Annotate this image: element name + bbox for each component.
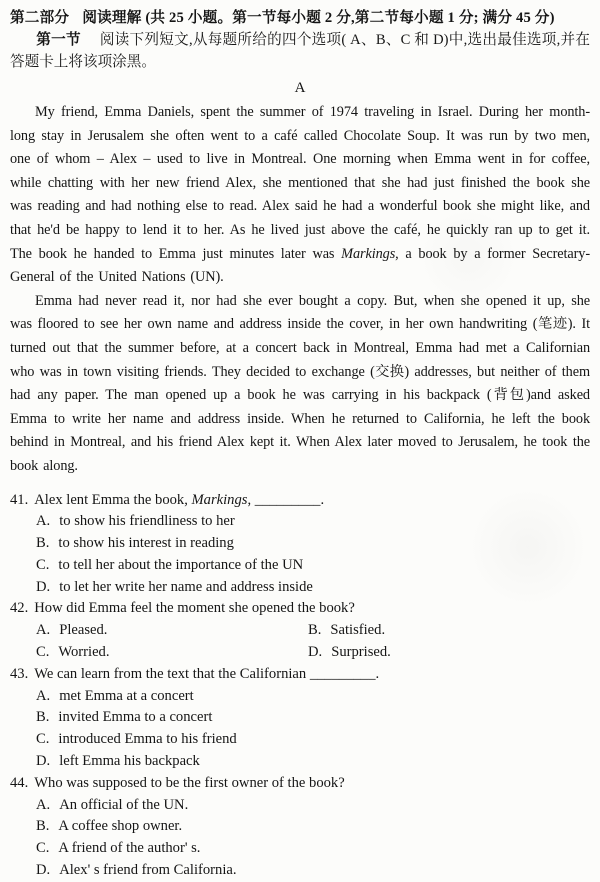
question-42-options	[10, 620, 590, 664]
question-42-option-d	[308, 642, 590, 664]
option-text: Satisfied.	[330, 622, 386, 639]
question-43-option-b	[36, 707, 590, 729]
question-43	[10, 664, 590, 773]
option-text: Alex' s friend from California.	[59, 862, 237, 879]
option-text: to tell her about the importance of the UN	[58, 556, 304, 573]
question-41-option-d	[36, 577, 590, 599]
option-text: to let her write her name and address inside	[59, 578, 313, 595]
question-41-stem-end: , _________.	[247, 491, 325, 508]
questions-section	[10, 490, 590, 882]
passage-label-a: A	[294, 80, 306, 96]
paragraph-1-text-start: My friend, Emma Daniels, spent the summer of 1974 traveling in Israel. During her month-long stay in Jerusalem she often went to a café called Chocolate Soup. It was run by two men, one of whom – Alex – used to live in Montreal. One morning when Emma went in for coffee, while chatting with her new friend Alex, she mentioned that she had just finished the book she was reading and had nothing else to read. Alex said he had a wonderful book she might like, and that he'd be happy to lend it to her. As he lived just above the café, he quickly ran up to get it. The book he handed to Emma just minutes later was	[10, 104, 590, 262]
option-text: An official of the UN.	[59, 796, 189, 813]
question-44	[10, 773, 590, 882]
option-text: introduced Emma to his friend	[58, 731, 237, 748]
part-heading	[10, 7, 590, 29]
question-41-book-title-italic: Markings	[191, 491, 248, 508]
question-44-option-b	[36, 816, 590, 838]
option-text: met Emma at a concert	[59, 687, 194, 704]
question-41-option-c	[36, 555, 590, 577]
question-44-option-a	[36, 795, 590, 817]
option-label: C.	[36, 644, 50, 661]
question-43-option-a	[36, 686, 590, 708]
question-41-stem	[10, 490, 590, 512]
question-41-option-a	[36, 511, 590, 533]
question-41-stem-start: Alex lent Emma the book,	[34, 491, 192, 508]
option-label: C.	[36, 556, 50, 573]
option-label: D.	[36, 753, 51, 770]
question-43-options	[10, 686, 590, 773]
option-text: to show his friendliness to her	[59, 513, 235, 530]
question-43-option-c	[36, 729, 590, 751]
question-43-option-d	[36, 751, 590, 773]
option-label: D.	[36, 578, 51, 595]
option-text: left Emma his backpack	[59, 753, 200, 770]
option-label: A.	[36, 622, 51, 639]
question-41-option-b	[36, 533, 590, 555]
option-text: invited Emma to a concert	[58, 709, 213, 726]
passage-paragraph-2: Emma had never read it, nor had she ever bought a copy. But, when she opened it up, she was floored to see her own name and address inside the cover, in her own handwriting (笔迹). It turned out that the summer before, at a concert back in Montreal, Emma had met a Californian who was in town visiting friends. They decided to exchange (交换) addresses, but neither of them had any paper. The man opened up a book he was carrying in his backpack (背包)and asked Emma to write her name and address inside. When he returned to California, he left the book behind in Montreal, and his friend Alex kept it. When Alex later moved to Jerusalem, he took the book along.	[10, 292, 590, 474]
option-text: Worried.	[58, 644, 110, 661]
question-41	[10, 490, 590, 599]
question-42-option-b	[308, 620, 590, 642]
section-instruction	[10, 29, 590, 73]
option-text: to show his interest in reading	[58, 535, 234, 552]
question-41-number: 41.	[10, 491, 29, 508]
option-label: B.	[36, 709, 50, 726]
option-label: A.	[36, 513, 51, 530]
book-title-italic: Markings	[341, 245, 396, 262]
section-instruction-text: 阅读下列短文,从每题所给的四个选项( A、B、C 和 D)中,选出最佳选项,并在答题卡上将该项涂黑。	[10, 32, 590, 70]
question-43-stem-text: We can learn from the text that the Californian _________.	[34, 665, 380, 682]
option-text: A coffee shop owner.	[58, 818, 183, 835]
passage-paragraph-1	[10, 101, 590, 290]
option-label: A.	[36, 687, 51, 704]
question-44-stem-text: Who was supposed to be the first owner of the book?	[34, 774, 345, 791]
option-label: D.	[36, 862, 51, 879]
question-42-option-a	[36, 620, 308, 642]
question-43-stem	[10, 664, 590, 686]
option-label: B.	[308, 622, 322, 639]
option-text: A friend of the author' s.	[58, 840, 201, 857]
question-43-number: 43.	[10, 665, 29, 682]
option-text: Pleased.	[59, 622, 108, 639]
question-41-options	[10, 511, 590, 598]
question-42-stem	[10, 598, 590, 620]
question-42-number: 42.	[10, 600, 29, 617]
option-label: D.	[308, 644, 323, 661]
question-44-number: 44.	[10, 774, 29, 791]
option-label: B.	[36, 535, 50, 552]
question-44-option-d	[36, 860, 590, 882]
question-44-options	[10, 795, 590, 882]
part-heading-text: 阅读理解 (共 25 小题。第一节每小题 2 分,第二节每小题 1 分; 满分 45 分)	[82, 10, 555, 26]
paragraph-1-text-end: , a book by a former Secretary-General of the United Nations (UN).	[10, 245, 590, 286]
part-label: 第二部分	[10, 10, 70, 26]
question-42-stem-text: How did Emma feel the moment she opened the book?	[34, 600, 355, 617]
section-label: 第一节	[36, 32, 81, 48]
question-44-option-c	[36, 838, 590, 860]
option-label: C.	[36, 840, 50, 857]
question-44-stem	[10, 773, 590, 795]
option-label: A.	[36, 796, 51, 813]
question-42-option-c	[36, 642, 308, 664]
option-text: Surprised.	[331, 644, 391, 661]
option-label: B.	[36, 818, 50, 835]
option-label: C.	[36, 731, 50, 748]
question-42	[10, 598, 590, 663]
